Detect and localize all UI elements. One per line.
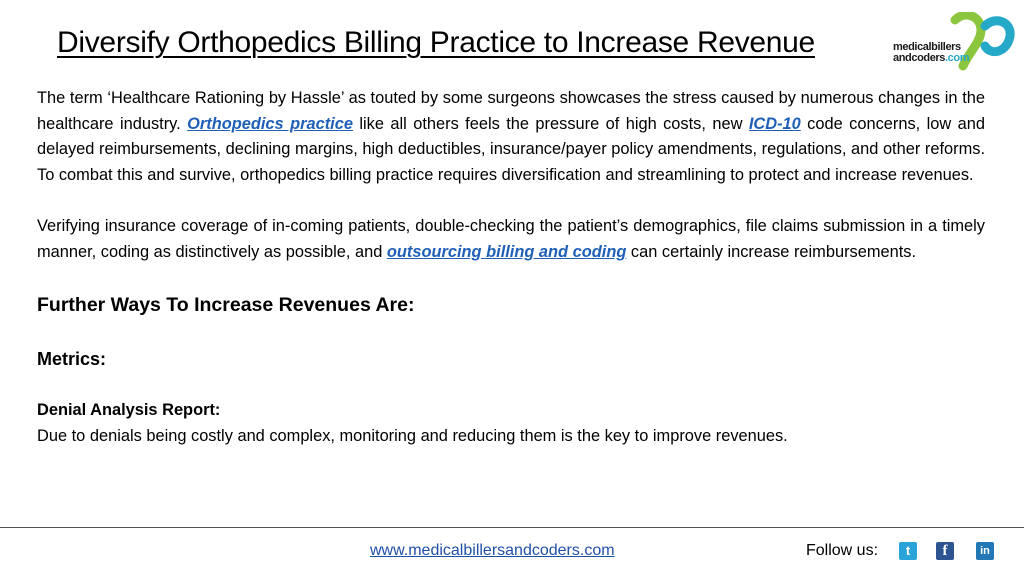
denial-text: Due to denials being costly and complex, monitoring and reducing them is the key to improve revenues. xyxy=(37,426,788,445)
verify-text-b: can certainly increase reimbursements. xyxy=(626,242,917,261)
website-link[interactable]: www.medicalbillersandcoders.com xyxy=(370,542,615,559)
intro-text-b: like all others feels the pressure of high costs, new xyxy=(352,114,749,133)
ways-heading: Further Ways To Increase Revenues Are: xyxy=(37,294,415,316)
intro-paragraph xyxy=(37,86,985,188)
logo-wordmark xyxy=(893,42,969,64)
twitter-icon[interactable]: t xyxy=(899,542,917,560)
logo-suffix: .com xyxy=(945,52,970,64)
logo-line-2: andcoders xyxy=(893,52,946,64)
logo-line-1: medicalbillers xyxy=(893,41,961,53)
page-title: Diversify Orthopedics Billing Practice to Increase Revenue xyxy=(57,26,815,59)
metrics-heading: Metrics: xyxy=(37,348,107,369)
intro-text-a: The term ‘Healthcare Rationing by Hassle’ as touted by some surgeons showcases the stress caused by numerous changes in the healthcare industry. xyxy=(37,89,985,133)
footer-divider xyxy=(0,527,1024,528)
facebook-icon[interactable]: f xyxy=(936,542,954,560)
orthopedics-practice-link[interactable]: Orthopedics practice xyxy=(187,114,353,133)
outsourcing-link[interactable]: outsourcing billing and coding xyxy=(386,242,627,261)
company-logo[interactable] xyxy=(893,12,1015,72)
icd-10-link[interactable]: ICD-10 xyxy=(748,114,801,133)
verify-text-a: Verifying insurance coverage of in-coming patients, double-checking the patient’s demographics, file claims submission in a timely manner, coding as distinctively as possible, and xyxy=(37,217,985,261)
main-content xyxy=(37,86,985,449)
denial-heading: Denial Analysis Report: xyxy=(37,401,221,419)
linkedin-icon[interactable]: in xyxy=(976,542,994,560)
intro-text-c: code concerns, low and delayed reimbursements, declining margins, high deductibles, insurance/payer policy amendments, regulations, and other reforms. To combat this and survive, orthopedics billing practice requires diversification and streamlining to protect and increase revenues. xyxy=(37,114,985,184)
follow-us-label: Follow us: xyxy=(806,542,879,559)
verify-paragraph xyxy=(37,214,985,265)
